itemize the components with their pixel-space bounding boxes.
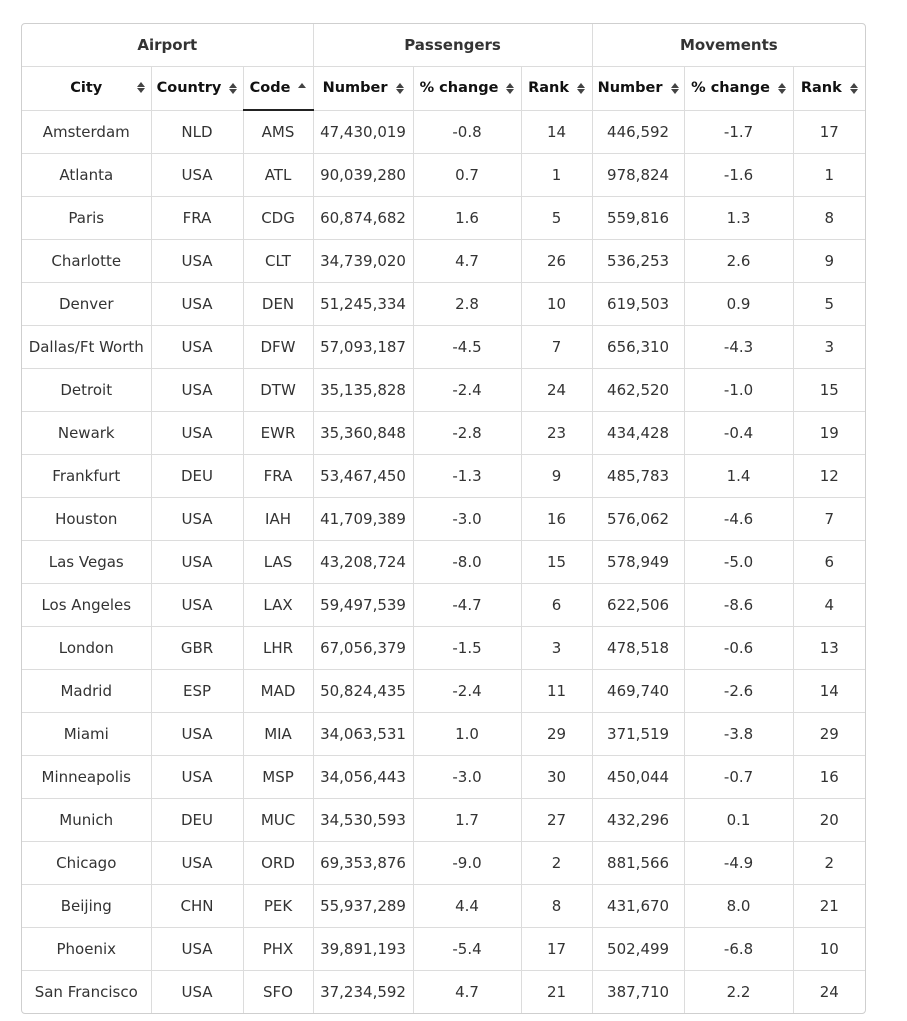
column-header-label: Rank [800, 80, 842, 97]
cell-m-change: -5.0 [684, 541, 793, 584]
cell-p-number: 59,497,539 [313, 584, 413, 627]
cell-p-change: -2.4 [413, 369, 521, 412]
cell-p-change: -3.0 [413, 756, 521, 799]
cell-p-rank: 17 [521, 928, 592, 971]
cell-code: CLT [243, 240, 313, 283]
cell-m-number: 485,783 [592, 455, 684, 498]
cell-code: MUC [243, 799, 313, 842]
cell-p-rank: 8 [521, 885, 592, 928]
table-body [22, 110, 865, 1013]
column-header-label: Number [597, 80, 663, 97]
table-row [22, 928, 865, 971]
table-row [22, 369, 865, 412]
cell-p-rank: 29 [521, 713, 592, 756]
cell-p-change: -8.0 [413, 541, 521, 584]
cell-m-number: 462,520 [592, 369, 684, 412]
table-row [22, 584, 865, 627]
cell-m-change: 2.2 [684, 971, 793, 1014]
cell-m-number: 431,670 [592, 885, 684, 928]
table-row [22, 240, 865, 283]
cell-p-rank: 21 [521, 971, 592, 1014]
airport-stats-table [22, 24, 865, 1013]
table-row [22, 541, 865, 584]
table-row [22, 842, 865, 885]
cell-m-change: -1.7 [684, 110, 793, 154]
cell-city: Los Angeles [22, 584, 151, 627]
cell-city: Houston [22, 498, 151, 541]
cell-p-number: 53,467,450 [313, 455, 413, 498]
cell-country: USA [151, 369, 243, 412]
cell-p-rank: 16 [521, 498, 592, 541]
column-header-m-number[interactable] [592, 67, 684, 111]
cell-country: USA [151, 412, 243, 455]
cell-p-number: 37,234,592 [313, 971, 413, 1014]
cell-p-number: 34,739,020 [313, 240, 413, 283]
cell-country: ESP [151, 670, 243, 713]
sort-ascending-icon [298, 83, 306, 94]
column-header-content [22, 80, 151, 96]
cell-p-change: -3.0 [413, 498, 521, 541]
cell-m-number: 371,519 [592, 713, 684, 756]
column-header-m-change[interactable] [684, 67, 793, 111]
table-row [22, 799, 865, 842]
cell-p-change: 1.7 [413, 799, 521, 842]
cell-country: USA [151, 240, 243, 283]
cell-m-change: -0.4 [684, 412, 793, 455]
cell-m-change: -1.0 [684, 369, 793, 412]
cell-m-rank: 24 [819, 983, 839, 1001]
column-header-label: Number [322, 80, 388, 97]
cell-country: USA [151, 541, 243, 584]
cell-city: Paris [22, 197, 151, 240]
table-row [22, 455, 865, 498]
cell-code: ORD [243, 842, 313, 885]
cell-p-number: 34,063,531 [313, 713, 413, 756]
cell-country: DEU [151, 455, 243, 498]
cell-p-number: 39,891,193 [313, 928, 413, 971]
cell-m-rank: 8 [793, 197, 865, 240]
sort-icon [671, 83, 679, 94]
cell-p-rank: 30 [521, 756, 592, 799]
column-header-content [244, 80, 313, 96]
column-header-city[interactable] [22, 67, 151, 111]
cell-city: Las Vegas [22, 541, 151, 584]
cell-code: IAH [243, 498, 313, 541]
column-header-row [22, 67, 865, 111]
cell-city: Detroit [22, 369, 151, 412]
column-header-p-number[interactable] [313, 67, 413, 111]
table-row [22, 756, 865, 799]
cell-p-change: -5.4 [413, 928, 521, 971]
cell-city: Denver [22, 283, 151, 326]
cell-p-number: 90,039,280 [313, 154, 413, 197]
cell-code: DFW [243, 326, 313, 369]
table-row [22, 412, 865, 455]
table-row [22, 326, 865, 369]
column-header-m-rank[interactable] [793, 67, 865, 111]
cell-m-change: 1.4 [684, 455, 793, 498]
cell-m-number: 622,506 [592, 584, 684, 627]
cell-m-change: 8.0 [684, 885, 793, 928]
cell-m-number: 881,566 [592, 842, 684, 885]
table-row [22, 498, 865, 541]
cell-m-number: 536,253 [592, 240, 684, 283]
cell-m-change: 0.9 [684, 283, 793, 326]
cell-city: Miami [22, 713, 151, 756]
cell-m-number: 576,062 [592, 498, 684, 541]
cell-p-number: 43,208,724 [313, 541, 413, 584]
cell-code: CDG [243, 197, 313, 240]
cell-p-number: 34,530,593 [313, 799, 413, 842]
cell-m-change: 1.3 [684, 197, 793, 240]
cell-m-change: -3.8 [684, 713, 793, 756]
table-row [22, 110, 865, 154]
cell-code: AMS [243, 110, 313, 154]
cell-code: MIA [243, 713, 313, 756]
cell-m-change: -0.7 [684, 756, 793, 799]
cell-country: FRA [151, 197, 243, 240]
sort-icon [778, 83, 786, 94]
cell-p-change: -1.3 [413, 455, 521, 498]
table-row [22, 713, 865, 756]
column-header-content [593, 80, 684, 96]
cell-m-change: -6.8 [684, 928, 793, 971]
cell-p-change: -0.8 [413, 110, 521, 154]
cell-m-rank: 17 [793, 110, 865, 154]
table-row [22, 971, 865, 1014]
cell-p-rank: 15 [521, 541, 592, 584]
column-header-label: City [70, 80, 103, 97]
cell-m-rank: 16 [793, 756, 865, 799]
cell-p-rank: 10 [521, 283, 592, 326]
column-header-label: Country [156, 80, 222, 97]
cell-p-number: 55,937,289 [313, 885, 413, 928]
cell-code: DEN [243, 283, 313, 326]
cell-m-change: -4.3 [684, 326, 793, 369]
cell-p-number: 50,824,435 [313, 670, 413, 713]
cell-country: USA [151, 842, 243, 885]
cell-m-number: 432,296 [592, 799, 684, 842]
column-header-label: Rank [528, 80, 569, 97]
sort-icon [850, 83, 858, 94]
cell-p-rank: 27 [521, 799, 592, 842]
cell-m-number: 978,824 [592, 154, 684, 197]
cell-country: USA [151, 498, 243, 541]
cell-country: DEU [151, 799, 243, 842]
cell-city: San Francisco [22, 971, 151, 1014]
cell-country: USA [151, 971, 243, 1014]
cell-country: USA [151, 326, 243, 369]
cell-p-change: -9.0 [413, 842, 521, 885]
cell-m-rank: 20 [793, 799, 865, 842]
cell-m-number: 478,518 [592, 627, 684, 670]
cell-city: Amsterdam [22, 110, 151, 154]
airport-stats-table-container [21, 23, 866, 1014]
table-row [22, 154, 865, 197]
column-header-p-change[interactable] [413, 67, 521, 111]
cell-m-change: -0.6 [684, 627, 793, 670]
cell-code: FRA [243, 455, 313, 498]
cell-code: SFO [243, 971, 313, 1014]
cell-country: USA [151, 756, 243, 799]
cell-city: Chicago [22, 842, 151, 885]
cell-m-rank: 9 [793, 240, 865, 283]
cell-p-change: 2.8 [413, 283, 521, 326]
cell-p-change: -4.7 [413, 584, 521, 627]
cell-code: DTW [243, 369, 313, 412]
cell-p-rank: 6 [521, 584, 592, 627]
column-header-p-rank[interactable] [521, 67, 592, 111]
cell-code: PHX [243, 928, 313, 971]
cell-country: CHN [151, 885, 243, 928]
cell-code: LAX [243, 584, 313, 627]
cell-p-rank: 14 [521, 110, 592, 154]
cell-p-rank: 11 [521, 670, 592, 713]
cell-country: GBR [151, 627, 243, 670]
column-header-country[interactable] [151, 67, 243, 111]
cell-m-change: -1.6 [684, 154, 793, 197]
cell-city: Newark [22, 412, 151, 455]
cell-p-number: 67,056,379 [313, 627, 413, 670]
cell-city: Phoenix [22, 928, 151, 971]
column-header-content [522, 80, 592, 96]
group-header-airport: Airport [22, 24, 313, 67]
cell-m-rank: 7 [793, 498, 865, 541]
cell-city: Frankfurt [22, 455, 151, 498]
cell-p-number: 47,430,019 [313, 110, 413, 154]
cell-m-number: 656,310 [592, 326, 684, 369]
cell-p-rank: 23 [521, 412, 592, 455]
column-header-content [685, 80, 793, 96]
column-header-content [152, 80, 243, 96]
cell-p-change: -2.4 [413, 670, 521, 713]
cell-p-number: 35,135,828 [313, 369, 413, 412]
cell-p-number: 57,093,187 [313, 326, 413, 369]
cell-country: USA [151, 283, 243, 326]
cell-p-change: -4.5 [413, 326, 521, 369]
table-row [22, 283, 865, 326]
cell-p-number: 41,709,389 [313, 498, 413, 541]
column-header-label: Code [249, 80, 291, 96]
cell-code: LHR [243, 627, 313, 670]
cell-city: London [22, 627, 151, 670]
cell-country: USA [151, 154, 243, 197]
cell-city: Dallas/Ft Worth [22, 326, 151, 369]
column-header-content [414, 80, 521, 96]
cell-m-change: -8.6 [684, 584, 793, 627]
cell-m-rank: 19 [793, 412, 865, 455]
sort-icon [396, 83, 404, 94]
cell-m-rank: 29 [793, 713, 865, 756]
group-header-passengers: Passengers [313, 24, 592, 67]
cell-p-change: 0.7 [413, 154, 521, 197]
group-header-row [22, 24, 865, 67]
cell-m-rank: 10 [793, 928, 865, 971]
cell-p-rank: 5 [521, 197, 592, 240]
cell-p-change: -1.5 [413, 627, 521, 670]
cell-p-change: 1.6 [413, 197, 521, 240]
cell-m-number: 469,740 [592, 670, 684, 713]
cell-p-number: 60,874,682 [313, 197, 413, 240]
cell-p-rank: 7 [521, 326, 592, 369]
cell-p-rank: 2 [521, 842, 592, 885]
cell-country: NLD [151, 110, 243, 154]
cell-m-change: -4.9 [684, 842, 793, 885]
cell-m-rank: 5 [793, 283, 865, 326]
cell-m-number: 619,503 [592, 283, 684, 326]
cell-p-rank: 9 [521, 455, 592, 498]
sort-icon [229, 83, 237, 94]
column-header-code[interactable] [243, 67, 313, 111]
column-header-content [314, 80, 413, 96]
cell-m-rank: 6 [793, 541, 865, 584]
cell-code: ATL [243, 154, 313, 197]
table-row [22, 670, 865, 713]
table-row [22, 197, 865, 240]
cell-p-number: 69,353,876 [313, 842, 413, 885]
cell-p-change: 4.7 [413, 240, 521, 283]
cell-p-change: -2.8 [413, 412, 521, 455]
cell-code: MSP [243, 756, 313, 799]
cell-city: Minneapolis [22, 756, 151, 799]
cell-p-rank: 3 [521, 627, 592, 670]
cell-p-number: 35,360,848 [313, 412, 413, 455]
cell-code: EWR [243, 412, 313, 455]
cell-p-number: 51,245,334 [313, 283, 413, 326]
sort-icon [506, 83, 514, 94]
cell-m-change: -2.6 [684, 670, 793, 713]
cell-m-number: 450,044 [592, 756, 684, 799]
cell-city: Munich [22, 799, 151, 842]
cell-city: Madrid [22, 670, 151, 713]
cell-m-number: 502,499 [592, 928, 684, 971]
cell-p-rank: 1 [521, 154, 592, 197]
cell-m-rank: 2 [793, 842, 865, 885]
cell-city: Atlanta [22, 154, 151, 197]
cell-code: MAD [243, 670, 313, 713]
cell-p-rank: 24 [521, 369, 592, 412]
sort-icon [137, 82, 145, 93]
cell-m-change: 0.1 [684, 799, 793, 842]
cell-m-change: 2.6 [684, 240, 793, 283]
table-row [22, 627, 865, 670]
column-header-label: % change [691, 80, 770, 97]
cell-m-number: 434,428 [592, 412, 684, 455]
cell-m-number: 578,949 [592, 541, 684, 584]
cell-country: USA [151, 584, 243, 627]
cell-m-rank: 1 [793, 154, 865, 197]
cell-country: USA [151, 713, 243, 756]
cell-m-number: 387,710 [592, 971, 684, 1014]
cell-city: Charlotte [22, 240, 151, 283]
cell-m-change: -4.6 [684, 498, 793, 541]
group-header-movements: Movements [592, 24, 865, 67]
cell-country: USA [151, 928, 243, 971]
cell-city: Beijing [22, 885, 151, 928]
column-header-content [794, 80, 866, 96]
cell-m-rank: 13 [793, 627, 865, 670]
cell-code: LAS [243, 541, 313, 584]
cell-m-number: 559,816 [592, 197, 684, 240]
cell-m-rank: 15 [793, 369, 865, 412]
cell-m-rank: 21 [793, 885, 865, 928]
column-header-label: % change [419, 80, 499, 97]
cell-m-number: 446,592 [592, 110, 684, 154]
cell-p-change: 4.7 [413, 971, 521, 1014]
sort-icon [577, 83, 585, 94]
cell-p-change: 1.0 [413, 713, 521, 756]
cell-code: PEK [243, 885, 313, 928]
cell-p-rank: 26 [521, 240, 592, 283]
cell-p-number: 34,056,443 [313, 756, 413, 799]
cell-m-rank: 4 [793, 584, 865, 627]
cell-m-rank: 12 [793, 455, 865, 498]
cell-m-rank: 14 [793, 670, 865, 713]
table-row [22, 885, 865, 928]
cell-p-change: 4.4 [413, 885, 521, 928]
cell-m-rank: 3 [793, 326, 865, 369]
